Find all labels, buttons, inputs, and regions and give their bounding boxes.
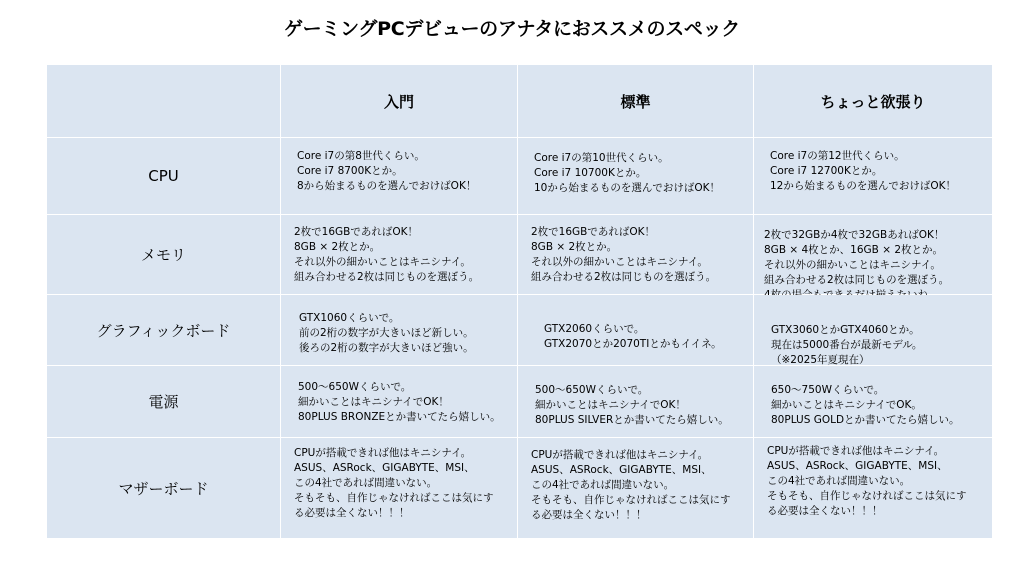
cell-line: Core i7の第12世代くらい。 — [770, 150, 905, 162]
row-label-power: 電源 — [47, 366, 280, 437]
row-label-memory: メモリ — [47, 215, 280, 294]
row-label-cpu: CPU — [47, 138, 280, 214]
cell-line: 組み合わせる2枚は同じものを選ぼう。 — [764, 274, 950, 286]
cell-line: 2枚で32GBか4枚で32GBあればOK！ — [764, 229, 945, 241]
cell-line: る必要は全くない！！！ — [531, 509, 647, 521]
cell-line: 8GB × 2枚とか。 — [294, 241, 381, 253]
cell-line: 細かいことはキニシナイでOK。 — [771, 399, 922, 411]
cell-line: 8GB × 4枚とか、16GB × 2枚とか。 — [764, 244, 944, 256]
memory-beginner-cell — [281, 215, 517, 294]
power-premium-cell — [754, 366, 992, 437]
memory-premium-cell — [754, 215, 992, 294]
cell-line: 後ろの2桁の数字が大きいほど強い。 — [299, 342, 474, 354]
cell-line: 80PLUS BRONZEとか書いてたら嬉しい。 — [298, 411, 501, 423]
cell-line: GTX2070とか2070TIとかもイイネ。 — [544, 338, 722, 350]
cell-line: この4社であれば間違いない。 — [531, 479, 675, 491]
cell-line: CPUが搭載できれば他はキニシナイ。 — [531, 449, 709, 461]
cell-line: Core i7 12700Kとか。 — [770, 165, 883, 177]
memory-standard-cell — [518, 215, 753, 294]
cell-line: この4社であれば間違いない。 — [294, 477, 438, 489]
cell-line: 8GB × 2枚とか。 — [531, 241, 618, 253]
cell-line: 500～650Wくらいで。 — [535, 384, 649, 396]
cpu-premium-cell — [754, 138, 992, 214]
cell-line: そもそも、自作じゃなければここは気にす — [294, 492, 494, 504]
cpu-beginner-cell — [281, 138, 517, 214]
cell-line: 細かいことはキニシナイでOK！ — [298, 396, 449, 408]
cell-line: Core i7 10700Kとか。 — [534, 167, 647, 179]
cell-line: 80PLUS GOLDとか書いてたら嬉しい。 — [771, 414, 960, 426]
cell-line: る必要は全くない！！！ — [767, 505, 883, 517]
cell-line: 500～650Wくらいで。 — [298, 381, 412, 393]
cell-line: ASUS、ASRock、GIGABYTE、MSI、 — [767, 460, 948, 472]
graphics-beginner-cell — [281, 295, 517, 365]
cell-line: 2枚で16GBであればOK！ — [531, 226, 656, 238]
graphics-standard-cell — [518, 295, 753, 365]
cell-line: Core i7 8700Kとか。 — [297, 165, 403, 177]
graphics-premium-cell — [754, 295, 992, 365]
motherboard-beginner-cell — [281, 438, 517, 538]
cell-line: この4社であれば間違いない。 — [767, 475, 911, 487]
cell-line: Core i7の第8世代くらい。 — [297, 150, 425, 162]
cell-line: 2枚で16GBであればOK！ — [294, 226, 419, 238]
cpu-standard-cell — [518, 138, 753, 214]
cell-line: そもそも、自作じゃなければここは気にす — [531, 494, 731, 506]
header-standard: 標準 — [518, 65, 753, 137]
cell-line: CPUが搭載できれば他はキニシナイ。 — [767, 445, 945, 457]
row-label-graphics: グラフィックボード — [47, 295, 280, 365]
cell-line: 現在は5000番台が最新モデル。 — [771, 339, 923, 351]
header-empty-cell — [47, 65, 280, 137]
cell-line: ASUS、ASRock、GIGABYTE、MSI、 — [531, 464, 712, 476]
cell-line: 前の2桁の数字が大きいほど新しい。 — [299, 327, 474, 339]
cell-line: それ以外の細かいことはキニシナイ。 — [531, 256, 708, 268]
cell-line: 細かいことはキニシナイでOK！ — [535, 399, 686, 411]
cell-line: 8から始まるものを選んでおけばOK！ — [297, 180, 477, 192]
cell-line: GTX2060くらいで。 — [544, 323, 645, 335]
cell-line: それ以外の細かいことはキニシナイ。 — [764, 259, 941, 271]
cell-line: GTX1060くらいで。 — [299, 312, 400, 324]
motherboard-premium-cell — [754, 438, 992, 538]
motherboard-standard-cell — [518, 438, 753, 538]
cell-line: CPUが搭載できれば他はキニシナイ。 — [294, 447, 472, 459]
cell-line: ASUS、ASRock、GIGABYTE、MSI、 — [294, 462, 475, 474]
cell-line: Core i7の第10世代くらい。 — [534, 152, 669, 164]
cell-line: 10から始まるものを選んでおけばOK！ — [534, 182, 721, 194]
cell-line: （※2025年夏現在） — [771, 354, 870, 366]
cell-line: GTX3060とかGTX4060とか。 — [771, 324, 920, 336]
row-label-motherboard: マザーボード — [47, 438, 280, 538]
cell-line: 80PLUS SILVERとか書いてたら嬉しい。 — [535, 414, 729, 426]
cell-line: 組み合わせる2枚は同じものを選ぼう。 — [531, 271, 717, 283]
cell-line: 組み合わせる2枚は同じものを選ぼう。 — [294, 271, 480, 283]
power-standard-cell — [518, 366, 753, 437]
spec-table — [47, 65, 992, 538]
header-beginner: 入門 — [281, 65, 517, 137]
header-premium: ちょっと欲張り — [754, 65, 992, 137]
cell-line: る必要は全くない！！！ — [294, 507, 410, 519]
cell-line: 12から始まるものを選んでおけばOK！ — [770, 180, 957, 192]
cell-line: 650～750Wくらいで。 — [771, 384, 885, 396]
cell-line: それ以外の細かいことはキニシナイ。 — [294, 256, 471, 268]
cell-line: そもそも、自作じゃなければここは気にす — [767, 490, 967, 502]
power-beginner-cell — [281, 366, 517, 437]
page-title: ゲーミングPCデビューのアナタにおススメのスペック — [283, 18, 741, 40]
